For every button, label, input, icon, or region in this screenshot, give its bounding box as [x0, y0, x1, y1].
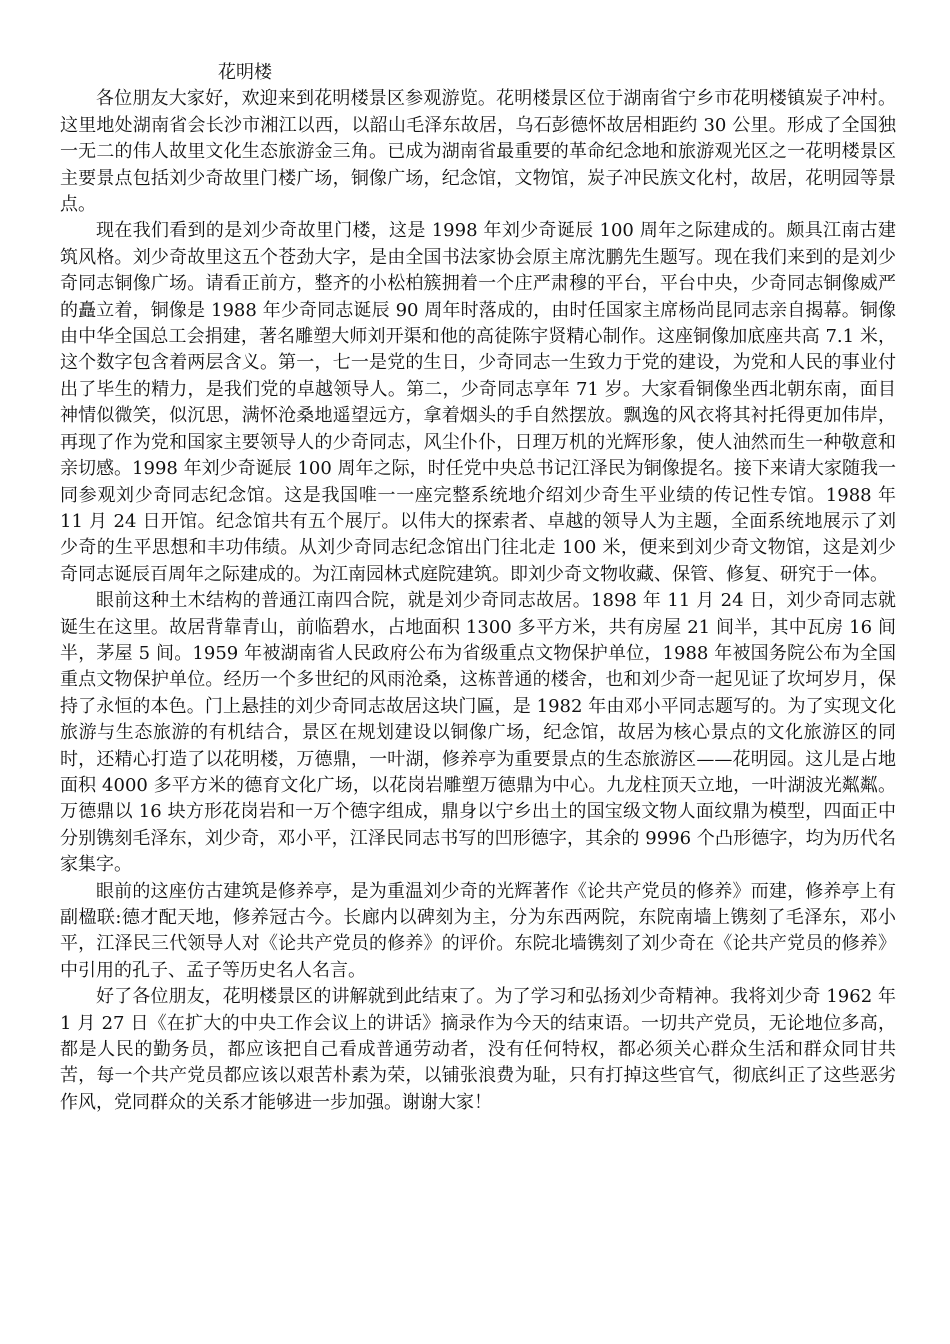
paragraph-intro: 各位朋友大家好，欢迎来到花明楼景区参观游览。花明楼景区位于湖南省宁乡市花明楼镇炭子冲村。这里地处湖南省会长沙市湘江以西，以韶山毛泽东故居，乌石彭德怀故居相距约 30 公里。形成了全国独一无二的伟人故里文化生态旅游金三角。已成为湖南省最重要的革命纪念地和旅游观光区之一花明楼景区主要景点包括刘少奇故里门楼广场，铜像广场，纪念馆，文物馆，炭子冲民族文化村，故居，花明园等景点。 [60, 88, 896, 216]
document-title: 花明楼 [218, 62, 272, 83]
paragraph-xiuyang-pavilion: 眼前的这座仿古建筑是修养亭，是为重温刘少奇的光辉著作《论共产党员的修养》而建，修养亭上有副楹联:德才配天地，修养冠古今。长廊内以碑刻为主，分为东西两院，东院南墙上镌刻了毛泽东，邓小平，江泽民三代领导人对《论共产党员的修养》的评价。东院北墙镌刻了刘少奇在《论共产党员的修养》中引用的孔子、孟子等历史名人名言。 [60, 880, 896, 981]
paragraph-former-residence: 眼前这种土木结构的普通江南四合院，就是刘少奇同志故居。1898 年 11 月 24 日，刘少奇同志就诞生在这里。故居背靠青山，前临碧水，占地面积 1300 多平方米，共有房屋 21 间半，其中瓦房 16 间半，茅屋 5 间。1959 年被湖南省人民政府公布为省级重点文物保护单位，1988 年被国务院公布为全国重点文物保护单位。经历一个多世纪的风雨沧桑，这栋普通的楼舍，也和刘少奇一起见证了坎坷岁月，保持了永恒的本色。门上悬挂的刘少奇同志故居这块门匾，是 1982 年由邓小平同志题写的。为了实现文化旅游与生态旅游的有机结合，景区在规划建设以铜像广场，纪念馆，故居为核心景点的文化旅游区的同时，还精心打造了以花明楼，万德鼎，一叶湖，修养亭为重要景点的生态旅游区——花明园。这儿是占地面积 4000 多平方米的德育文化广场，以花岗岩雕塑万德鼎为中心。九龙柱顶天立地，一叶湖波光粼粼。万德鼎以 16 块方形花岗岩和一万个德字组成，鼎身以宁乡出土的国宝级文物人面纹鼎为模型，四面正中分别镌刻毛泽东，刘少奇，邓小平，江泽民同志书写的凹形德字，其余的 9996 个凸形德字，均为历代名家集字。 [60, 590, 896, 876]
paragraph-closing: 好了各位朋友，花明楼景区的讲解就到此结束了。为了学习和弘扬刘少奇精神。我将刘少奇 1962 年 1 月 27 日《在扩大的中央工作会议上的讲话》摘录作为今天的结束语。一切共产党员，无论地位多高，都是人民的勤务员，都应该把自己看成普通劳动者，没有任何特权，都必须关心群众生活和群众同甘共苦，每一个共产党员都应该以艰苦朴素为荣，以铺张浪费为耻，只有打掉这些官气，彻底纠正了这些恶劣作风，党同群众的关系才能够进一步加强。谢谢大家！ [60, 986, 896, 1113]
paragraph-gate-statue-memorial: 现在我们看到的是刘少奇故里门楼，这是 1998 年刘少奇诞辰 100 周年之际建成的。颇具江南古建筑风格。刘少奇故里这五个苍劲大字，是由全国书法家协会原主席沈鹏先生题写。现在我们来到的是刘少奇同志铜像广场。请看正前方，整齐的小松柏簇拥着一个庄严肃穆的平台，平台中央，少奇同志铜像威严的矗立着，铜像是 1988 年少奇同志诞辰 90 周年时落成的，由时任国家主席杨尚昆同志亲自揭幕。铜像由中华全国总工会捐建，著名雕塑大师刘开渠和他的高徒陈宇贤精心制作。这座铜像加底座共高 7.1 米，这个数字包含着两层含义。第一，七一是党的生日，少奇同志一生致力于党的建设，为党和人民的事业付出了毕生的精力，是我们党的卓越领导人。第二，少奇同志享年 71 岁。大家看铜像坐西北朝东南，面目神情似微笑，似沉思，满怀沧桑地遥望远方，拿着烟头的手自然摆放。飘逸的风衣将其衬托得更加伟岸，再现了作为党和国家主要领导人的少奇同志，风尘仆仆，日理万机的光辉形象，使人油然而生一种敬意和亲切感。1998 年刘少奇诞辰 100 周年之际，时任党中央总书记江泽民为铜像提名。接下来请大家随我一同参观刘少奇同志纪念馆。这是我国唯一一座完整系统地介绍刘少奇生平业绩的传记性专馆。1988 年 11 月 24 日开馆。纪念馆共有五个展厅。以伟大的探索者、卓越的领导人为主题，全面系统地展示了刘少奇的生平思想和丰功伟绩。从刘少奇同志纪念馆出门往北走 100 米，便来到刘少奇文物馆，这是刘少奇同志诞辰百周年之际建成的。为江南园林式庭院建筑。即刘少奇文物收藏、保管、修复、研究于一体。 [60, 220, 896, 585]
document-page [60, 60, 896, 1116]
